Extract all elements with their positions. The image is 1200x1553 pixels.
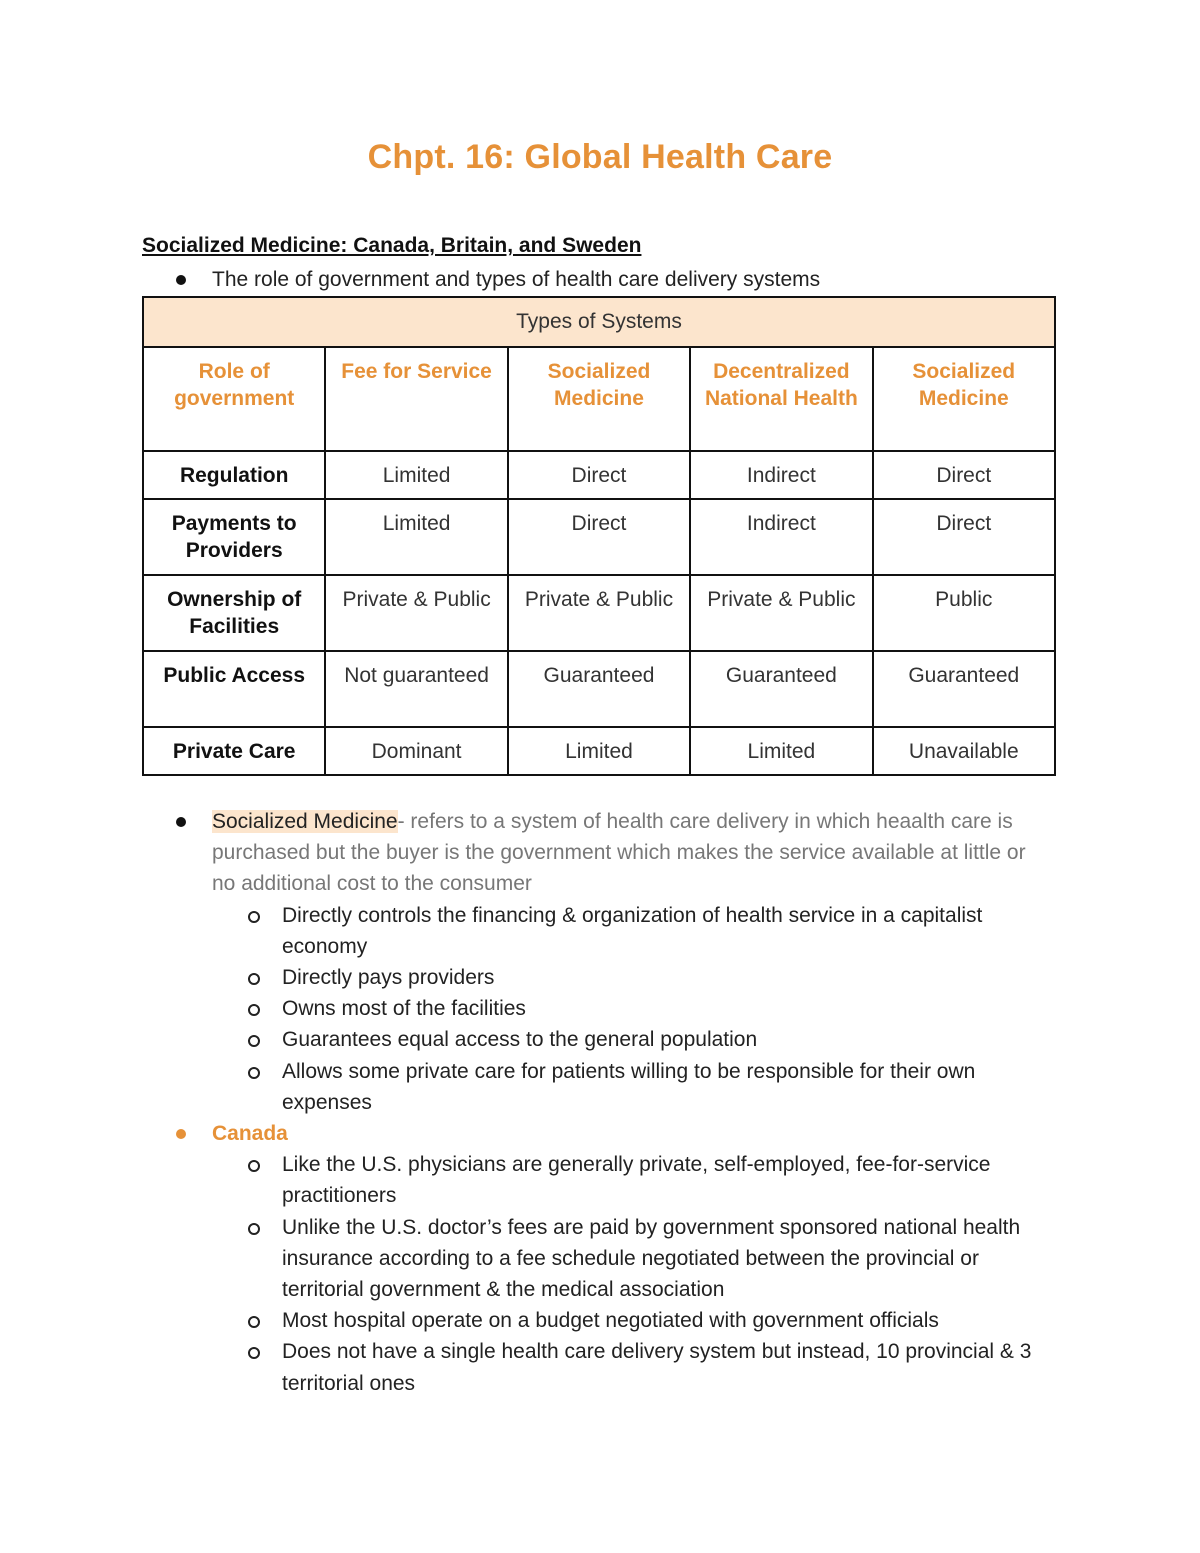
table-cell: Direct (508, 499, 690, 575)
document-title: Chpt. 16: Global Health Care (367, 138, 833, 176)
definition-text: - refers to a system of health care delivery in which heaalth care is purchased but the buyer is the government which makes the service available at little or no additional cost to the consumer (212, 810, 1026, 896)
list-item (172, 962, 1052, 993)
highlighted-term: Socialized Medicine (212, 810, 398, 833)
list-item (172, 1056, 1052, 1118)
list-item-text: Directly controls the financing & organization of health service in a capitalist economy (282, 903, 983, 958)
circle-bullet-icon (248, 1223, 260, 1235)
table-cell: Not guaranteed (325, 651, 507, 727)
table-cell: Direct (873, 451, 1055, 499)
circle-bullet-icon (248, 1347, 260, 1359)
circle-bullet-icon (248, 1067, 260, 1079)
table-header-row (143, 347, 1055, 451)
list-item-text: Does not have a single health care delivery system but instead, 10 provincial & 3 territorial ones (282, 1340, 1032, 1395)
row-label: Private Care (143, 727, 325, 775)
circle-bullet-icon (248, 911, 260, 923)
circle-bullet-icon (248, 1316, 260, 1328)
list-item-text: Allows some private care for patients willing to be responsible for their own expenses (282, 1059, 976, 1114)
table-cell: Limited (690, 727, 872, 775)
table-cell: Private & Public (508, 575, 690, 651)
table-row (143, 499, 1055, 575)
table-cell: Guaranteed (508, 651, 690, 727)
header-socialized-medicine-2: Socialized Medicine (873, 347, 1055, 451)
list-item-text: Owns most of the facilities (282, 997, 526, 1021)
header-fee-for-service: Fee for Service (325, 347, 507, 451)
bullet-icon (176, 817, 186, 827)
table-row (143, 727, 1055, 775)
table-cell: Indirect (690, 499, 872, 575)
table-caption-row (143, 297, 1055, 347)
list-item (172, 993, 1052, 1024)
header-socialized-medicine: Socialized Medicine (508, 347, 690, 451)
list-item-socialized-medicine (172, 806, 1052, 900)
table-caption: Types of Systems (143, 297, 1055, 347)
table-cell: Guaranteed (873, 651, 1055, 727)
section-heading: Socialized Medicine: Canada, Britain, and Sweden (142, 234, 642, 257)
list-item (172, 1336, 1052, 1398)
row-label: Public Access (143, 651, 325, 727)
list-item (172, 1149, 1052, 1211)
circle-bullet-icon (248, 1004, 260, 1016)
list-item (172, 1212, 1052, 1306)
list-item-canada (172, 1118, 1052, 1149)
bullet-icon (176, 1129, 186, 1139)
list-item-text: Directly pays providers (282, 966, 495, 990)
intro-bullet-text: The role of government and types of health care delivery systems (212, 268, 821, 291)
list-item-text: Guarantees equal access to the general population (282, 1028, 758, 1052)
list-item-text: Like the U.S. physicians are generally private, self-employed, fee-for-service practitioners (282, 1153, 991, 1208)
list-item-text: Most hospital operate on a budget negotiated with government officials (282, 1309, 939, 1333)
table-cell: Limited (325, 499, 507, 575)
circle-bullet-icon (248, 1160, 260, 1172)
header-decentralized-national-health: Decentralized National Health (690, 347, 872, 451)
canada-heading: Canada (212, 1122, 288, 1146)
row-label: Regulation (143, 451, 325, 499)
table-cell: Limited (325, 451, 507, 499)
table-cell: Unavailable (873, 727, 1055, 775)
table-cell: Private & Public (690, 575, 872, 651)
systems-table (142, 296, 1056, 776)
table-cell: Public (873, 575, 1055, 651)
row-label: Ownership of Facilities (143, 575, 325, 651)
notes-list (172, 806, 1052, 1399)
list-item (172, 900, 1052, 962)
list-item-text: Unlike the U.S. doctor’s fees are paid by government sponsored national health insurance according to a fee schedule negotiated between the provincial or territorial government & the medical association (282, 1215, 1021, 1302)
bullet-icon (176, 275, 186, 285)
list-item (172, 1305, 1052, 1336)
header-role-of-government: Role of government (143, 347, 325, 451)
list-item (172, 1024, 1052, 1055)
circle-bullet-icon (248, 1035, 260, 1047)
table-cell: Limited (508, 727, 690, 775)
table-cell: Guaranteed (690, 651, 872, 727)
table-row (143, 575, 1055, 651)
table-cell: Dominant (325, 727, 507, 775)
table-cell: Direct (508, 451, 690, 499)
table-cell: Private & Public (325, 575, 507, 651)
row-label: Payments to Providers (143, 499, 325, 575)
table-row (143, 451, 1055, 499)
table-row (143, 651, 1055, 727)
table-cell: Direct (873, 499, 1055, 575)
circle-bullet-icon (248, 973, 260, 985)
table-cell: Indirect (690, 451, 872, 499)
